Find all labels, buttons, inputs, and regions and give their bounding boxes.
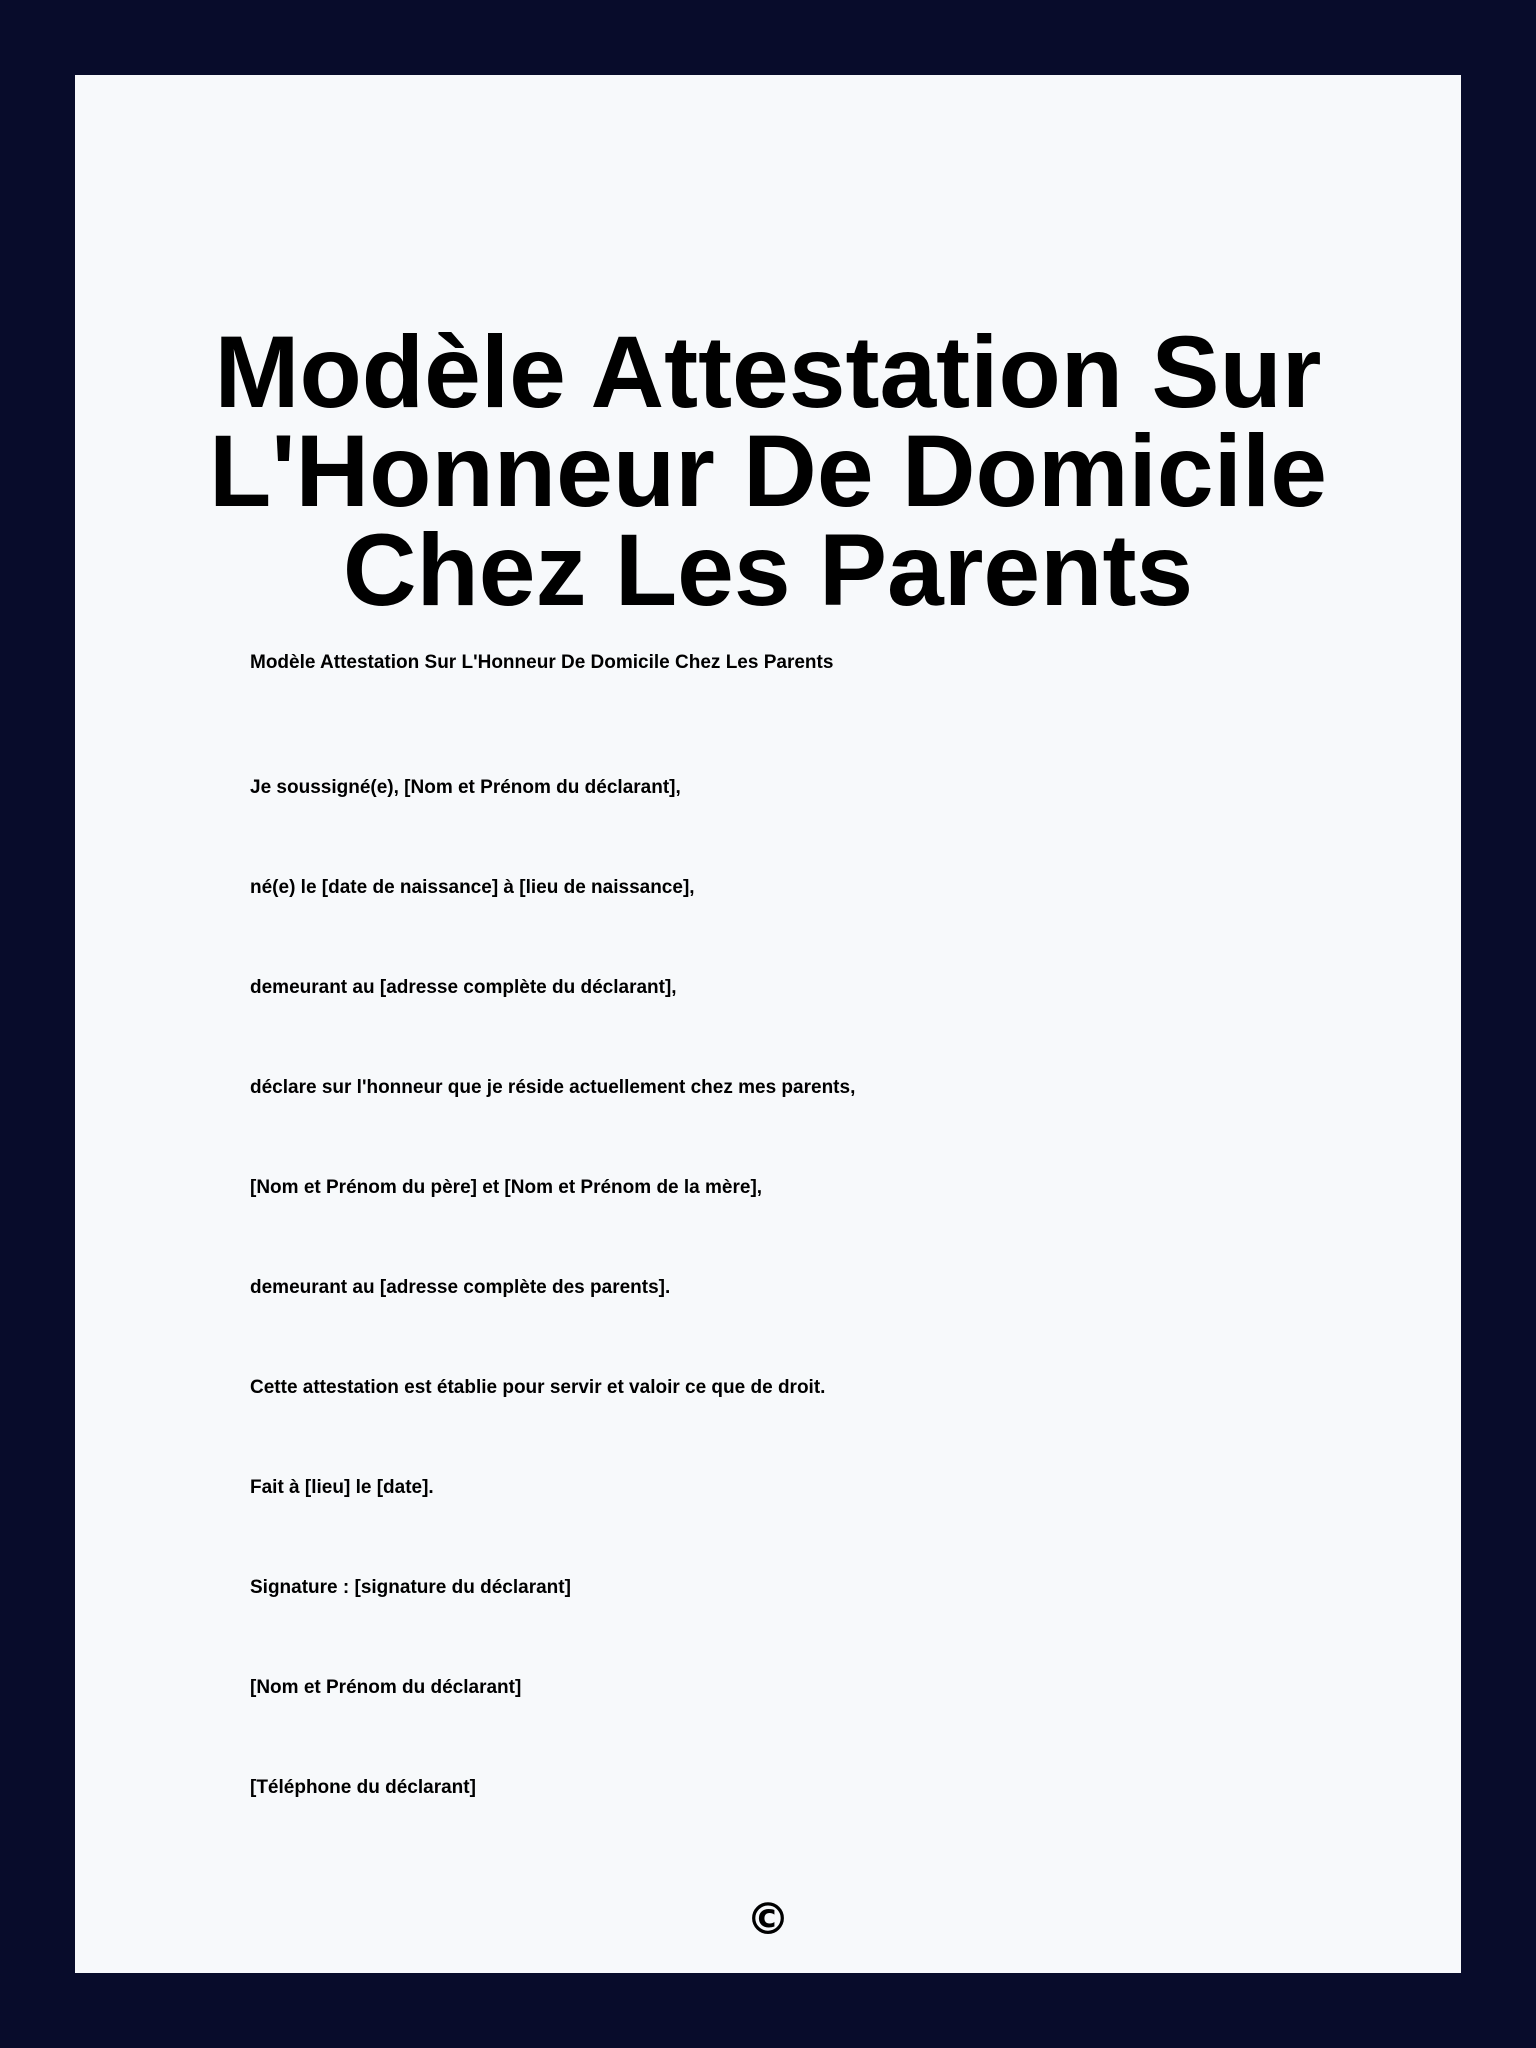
line-place-date: Fait à [lieu] le [date]. xyxy=(250,1477,434,1498)
line-declaration: déclare sur l'honneur que je réside actuellement chez mes parents, xyxy=(250,1077,856,1098)
document-body xyxy=(250,649,1350,1874)
line-purpose: Cette attestation est établie pour servir et valoir ce que de droit. xyxy=(250,1377,826,1398)
line-declarant-phone: [Téléphone du déclarant] xyxy=(250,1777,476,1798)
line-signature: Signature : [signature du déclarant] xyxy=(250,1577,571,1598)
document-page xyxy=(75,75,1461,1973)
line-parents-address: demeurant au [adresse complète des parents]. xyxy=(250,1277,671,1298)
line-declarant: Je soussigné(e), [Nom et Prénom du déclarant], xyxy=(250,777,681,798)
line-declarant-address: demeurant au [adresse complète du déclarant], xyxy=(250,977,677,998)
copyright-icon: © xyxy=(746,1894,790,1945)
line-birth: né(e) le [date de naissance] à [lieu de naissance], xyxy=(250,877,695,898)
document-title: Modèle Attestation Sur L'Honneur De Domicile Chez Les Parents xyxy=(208,315,1328,627)
line-parents-names: [Nom et Prénom du père] et [Nom et Prénom de la mère], xyxy=(250,1177,763,1198)
line-declarant-name: [Nom et Prénom du déclarant] xyxy=(250,1677,522,1698)
document-subtitle: Modèle Attestation Sur L'Honneur De Domicile Chez Les Parents xyxy=(250,652,834,673)
